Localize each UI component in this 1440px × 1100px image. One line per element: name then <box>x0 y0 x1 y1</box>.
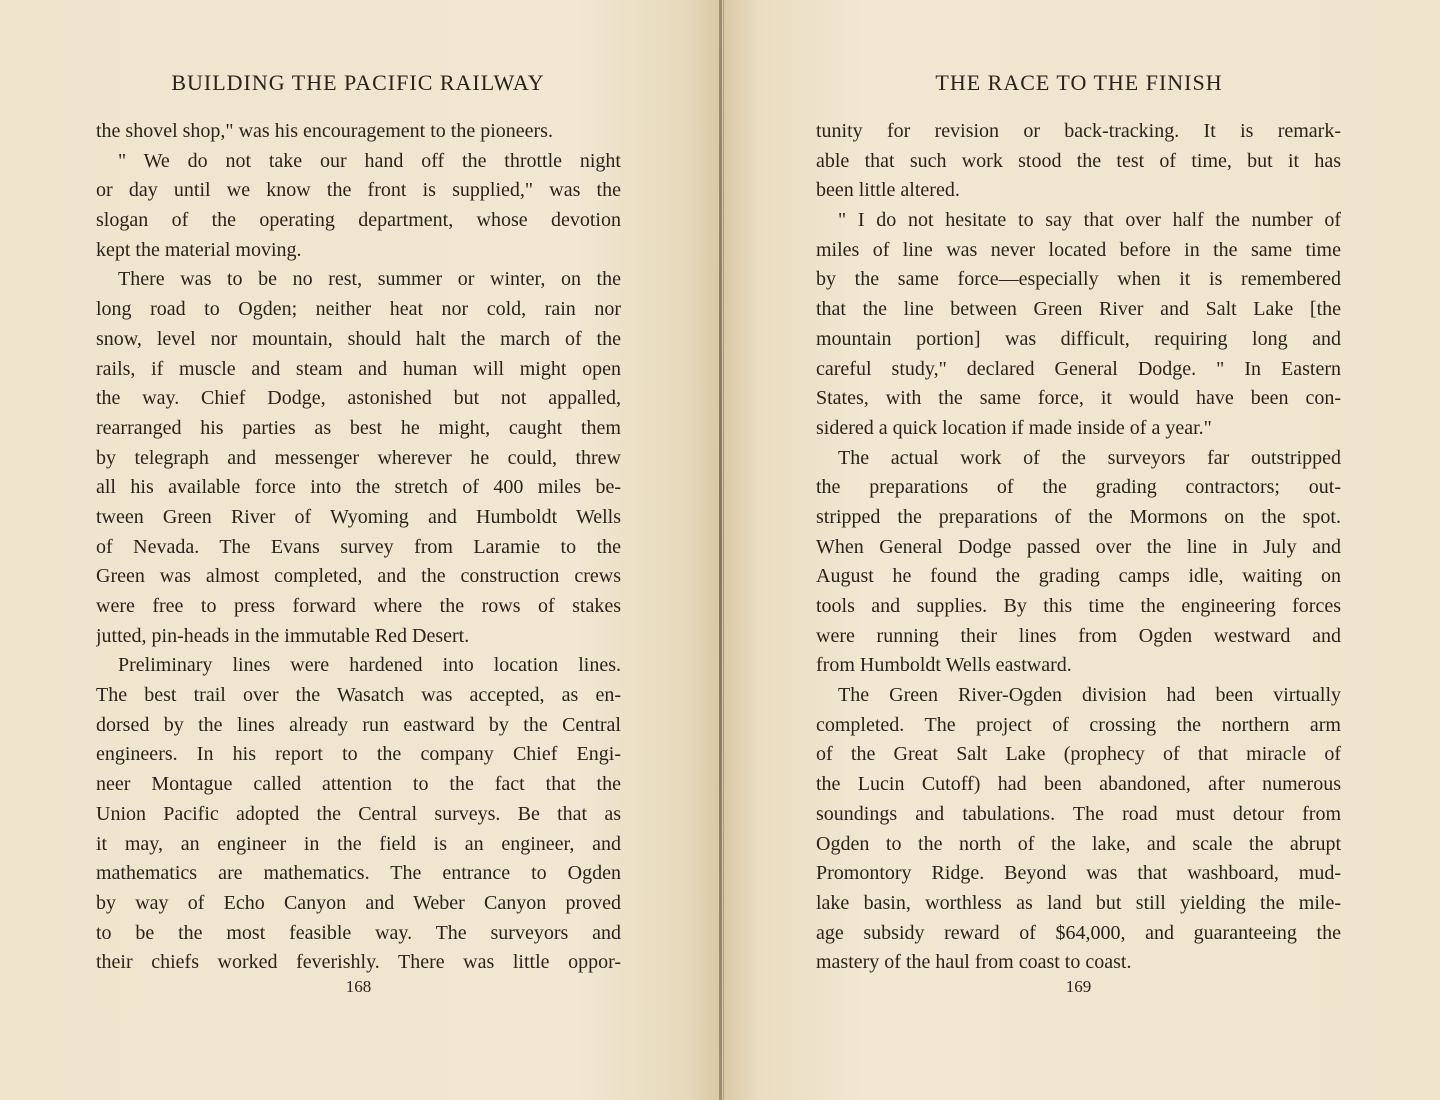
text-line: The best trail over the Wasatch was accepted, as en- <box>96 684 621 707</box>
text-line: " We do not take our hand off the throttle night <box>118 149 621 172</box>
text-line: were running their lines from Ogden westward and <box>816 624 1341 647</box>
text-line: Union Pacific adopted the Central surveys. Be that as <box>96 802 621 825</box>
text-line: dorsed by the lines already run eastward by the Central <box>96 713 621 736</box>
text-line: States, with the same force, it would have been con- <box>816 387 1341 410</box>
text-line: it may, an engineer in the field is an engineer, and <box>96 832 621 855</box>
text-line: jutted, pin-heads in the immutable Red Desert. <box>96 624 470 647</box>
text-line: snow, level nor mountain, should halt the march of the <box>96 327 621 350</box>
text-line: or day until we know the front is supplied," was the <box>96 179 621 202</box>
text-line: by telegraph and messenger wherever he could, threw <box>96 446 621 469</box>
text-line: sidered a quick location if made inside of a year." <box>816 416 1212 439</box>
text-line: When General Dodge passed over the line in July and <box>816 535 1341 558</box>
text-line: stripped the preparations of the Mormons on the spot. <box>816 505 1341 528</box>
text-line: neer Montague called attention to the fact that the <box>96 773 621 796</box>
page-number: 168 <box>345 977 372 996</box>
text-line: rearranged his parties as best he might, caught them <box>96 416 621 439</box>
text-line: mathematics are mathematics. The entrance to Ogden <box>96 862 621 885</box>
text-line: the preparations of the grading contractors; out- <box>816 476 1341 499</box>
text-line: rails, if muscle and steam and human will might open <box>96 357 621 380</box>
text-line: Promontory Ridge. Beyond was that washboard, mud- <box>816 862 1341 885</box>
text-line: by the same force—especially when it is remembered <box>816 268 1341 291</box>
book-gutter <box>719 0 722 1100</box>
text-line: of the Great Salt Lake (prophecy of that miracle of <box>816 743 1341 766</box>
text-line: to be the most feasible way. The surveyors and <box>96 921 621 944</box>
running-head: BUILDING THE PACIFIC RAILWAY <box>171 70 545 95</box>
text-line: that the line between Green River and Salt Lake [the <box>816 298 1341 321</box>
text-line: the shovel shop," was his encouragement to the pioneers. <box>96 120 553 142</box>
text-line: tunity for revision or back-tracking. It is remark- <box>816 120 1341 142</box>
text-line: mastery of the haul from coast to coast. <box>816 951 1132 974</box>
text-line: lake basin, worthless as land but still yielding the mile- <box>816 891 1341 914</box>
book-gutter-shadow <box>723 0 724 1100</box>
text-line: August he found the grading camps idle, waiting on <box>816 565 1341 588</box>
text-line: The actual work of the surveyors far outstripped <box>838 446 1341 469</box>
text-line: their chiefs worked feverishly. There was little oppor- <box>96 951 621 974</box>
text-line: by way of Echo Canyon and Weber Canyon proved <box>96 891 621 914</box>
text-line: of Nevada. The Evans survey from Laramie to the <box>96 535 621 558</box>
text-line: soundings and tabulations. The road must detour from <box>816 802 1341 825</box>
text-line: careful study," declared General Dodge. " In Eastern <box>816 357 1341 380</box>
text-line: miles of line was never located before in the same time <box>816 238 1341 261</box>
text-line: the Lucin Cutoff) had been abandoned, after numerous <box>816 773 1341 796</box>
text-line: kept the material moving. <box>96 238 302 261</box>
body-text <box>816 117 1341 978</box>
text-line: Preliminary lines were hardened into location lines. <box>118 654 621 677</box>
running-head: THE RACE TO THE FINISH <box>935 70 1223 95</box>
text-line: tools and supplies. By this time the engineering forces <box>816 595 1341 617</box>
text-line: Ogden to the north of the lake, and scale the abrupt <box>816 832 1341 855</box>
text-line: long road to Ogden; neither heat nor cold, rain nor <box>96 298 621 321</box>
right-page <box>722 0 1440 1100</box>
text-line: engineers. In his report to the company Chief Engi- <box>96 743 621 766</box>
text-line: were free to press forward where the rows of stakes <box>96 595 621 617</box>
text-line: tween Green River of Wyoming and Humboldt Wells <box>96 505 621 528</box>
text-line: mountain portion] was difficult, requiring long and <box>816 327 1341 350</box>
text-line: " I do not hesitate to say that over half the number of <box>838 209 1341 232</box>
text-line: able that such work stood the test of time, but it has <box>816 149 1341 172</box>
page-number: 169 <box>1065 977 1092 996</box>
text-line: The Green River-Ogden division had been virtually <box>838 684 1341 707</box>
text-line: There was to be no rest, summer or winter, on the <box>118 268 621 291</box>
text-line: slogan of the operating department, whose devotion <box>96 209 621 232</box>
text-line: been little altered. <box>816 179 960 202</box>
text-line: Green was almost completed, and the construction crews <box>96 565 621 588</box>
text-line: the way. Chief Dodge, astonished but not appalled, <box>96 387 621 410</box>
text-line: from Humboldt Wells eastward. <box>816 654 1072 677</box>
text-line: all his available force into the stretch of 400 miles be- <box>96 476 621 499</box>
text-line: age subsidy reward of $64,000, and guaranteeing the <box>816 921 1341 944</box>
text-line: completed. The project of crossing the northern arm <box>816 713 1341 736</box>
body-text <box>96 117 621 978</box>
